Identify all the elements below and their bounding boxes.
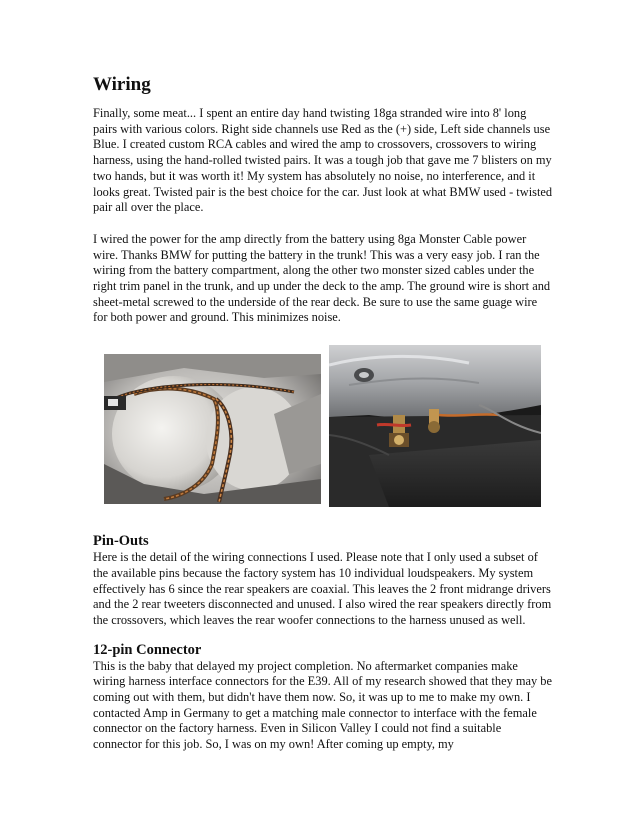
section-spacer bbox=[93, 511, 553, 533]
twisted-wiring-photo bbox=[104, 354, 321, 504]
connector-paragraph: This is the baby that delayed my project completion. No aftermarket companies make wiring harness interface connectors for the E39. All of my research showed that they may be coming out with them, but didn't have them now. So, it was up to me to make my own. I contacted Amp in Germany to get a matching male connector to interface with the female connector on the factory harness. Even in Silicon Valley I could not find a suitable connector for this job. So, I was on my own! After coming up empty, my bbox=[93, 658, 552, 752]
pinouts-heading: Pin-Outs bbox=[93, 533, 149, 550]
amp-terminals-photo bbox=[329, 345, 541, 507]
connector-heading: 12-pin Connector bbox=[93, 641, 202, 658]
amp-terminals-image bbox=[329, 345, 541, 507]
wiring-paragraph-1: Finally, some meat... I spent an entire day hand twisting 18ga stranded wire into 8' long pairs with various colors. Right side channels use Red as the (+) side, Left side channels use Blue. I created custom RCA cables and wired the amp to crossovers, crossovers to wiring harness, using the hand-rolled twisted pairs. It was a tough job that gave me 7 blisters on my two hands, but it was worth it! My system has absolutely no noise, no interference, and it looks great. Twisted pair is the best choice for the car. Just look at what BMW used - twisted pair all over the place. bbox=[93, 106, 553, 215]
paragraph-spacer bbox=[93, 216, 553, 232]
twisted-wiring-image bbox=[104, 354, 321, 504]
document-page bbox=[93, 74, 553, 753]
wiring-paragraph-2: I wired the power for the amp directly from the battery using 8ga Monster Cable power wire. Thanks BMW for putting the battery in the trunk! This was a very easy job. I ran the wiring from the battery compartment, along the other two monster sized cables under the right trim panel in the trunk, and up under the deck to the amp. The ground wire is short and sheet-metal screwed to the underside of the rear deck. Be sure to use the same guage wire for both power and ground. This minimizes noise. bbox=[93, 231, 551, 325]
section-spacer bbox=[93, 629, 553, 642]
pinouts-paragraph: Here is the detail of the wiring connections I used. Please note that I only used a subset of the available pins because the factory system has 10 individual loudspeakers. My system effectively has 6 since the rear speakers are coaxial. This leaves the 2 front midrange drivers and the 2 rear tweeters disconnected and unused. I also wired the rear speakers directly from the crossovers, which leaves the rear woofer connections to the harness unused as well. bbox=[93, 550, 552, 627]
wiring-heading: Wiring bbox=[93, 74, 151, 95]
photo-row bbox=[93, 348, 553, 511]
